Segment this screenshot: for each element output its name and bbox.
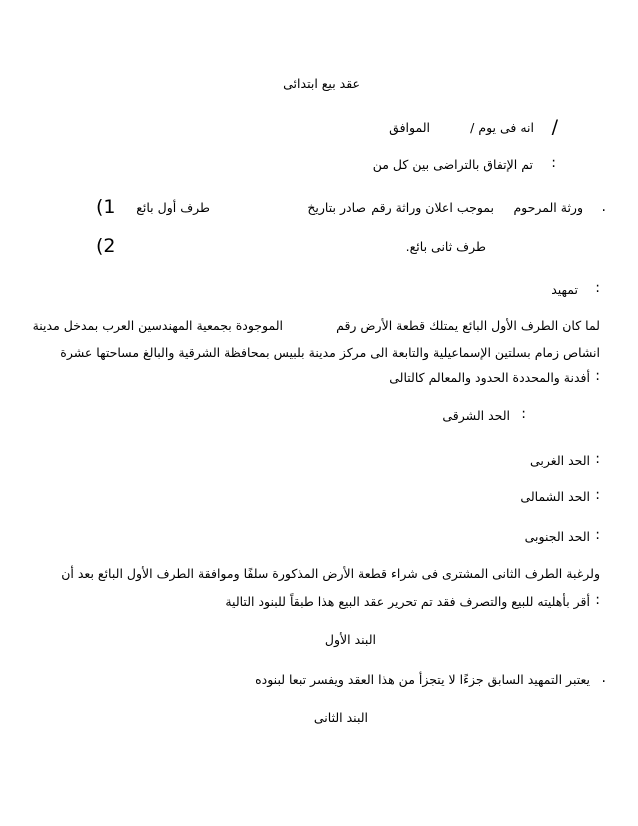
clause1-text: يعتبر التمهيد السابق جزءًا لا يتجزأ من هذا العقد ويفسر تبعا لبنوده (255, 672, 590, 687)
party1-issued-date: صادر بتاريخ (307, 200, 366, 215)
boundary-east: الحد الشرقى (442, 408, 510, 423)
party1-bullet: . (601, 199, 606, 215)
desire-line1: ولرغبة الطرف الثانى المشترى فى شراء قطعة الأرض المذكورة سلفًا وموافقة الطرف الأول البائع بعد أن (61, 566, 600, 581)
contract-title: عقد بيع ابتدائى (283, 76, 360, 91)
party1-role: طرف أول بائع (136, 200, 210, 215)
party1-number: (1 (96, 196, 116, 218)
boundary-south: الحد الجنوبى (524, 529, 590, 544)
preamble-colon: : (595, 280, 600, 296)
preamble-heading: تمهيد (551, 282, 578, 297)
party2-role: طرف ثانى بائع. (405, 239, 486, 254)
clause2-heading: البند الثانى (313, 710, 368, 725)
date-day-text: انه فى يوم / (470, 120, 534, 135)
date-slash: / (551, 116, 558, 138)
north-colon: : (595, 487, 600, 503)
south-colon: : (595, 527, 600, 543)
paragraph-line1a: لما كان الطرف الأول البائع يمتلك قطعة الأرض رقم (336, 318, 600, 333)
paragraph-line3: أفدنة والمحددة الحدود والمعالم كالتالى (389, 370, 590, 385)
paragraph-line3-colon: : (595, 368, 600, 384)
paragraph-line2: انشاص زمام بسلتين الإسماعيلية والتابعة الى مركز مدينة بلبيس بمحافظة الشرقية والبالغ مساحتها عشرة (60, 345, 600, 360)
east-colon: : (521, 406, 526, 422)
boundary-west: الحد الغربى (530, 453, 590, 468)
intro-colon: : (551, 155, 556, 171)
desire-line2: أقر بأهليته للبيع والتصرف فقد تم تحرير عقد البيع هذا طبقاً للبنود التالية (225, 594, 590, 609)
party1-declaration: بموجب اعلان وراثة رقم (371, 200, 494, 215)
clause1-heading: البند الأول (324, 632, 376, 647)
boundary-north: الحد الشمالى (520, 489, 590, 504)
date-muwafiq: الموافق (389, 120, 430, 135)
party2-number: (2 (96, 235, 116, 257)
clause1-bullet: . (601, 670, 606, 686)
paragraph-line1b: الموجودة بجمعية المهندسين العرب بمدخل مدينة (32, 318, 283, 333)
desire-line2-colon: : (595, 592, 600, 608)
party1-heirs: ورثة المرحوم (513, 200, 583, 215)
west-colon: : (595, 451, 600, 467)
agreement-intro: تم الإتفاق بالتراضى بين كل من (372, 157, 533, 172)
